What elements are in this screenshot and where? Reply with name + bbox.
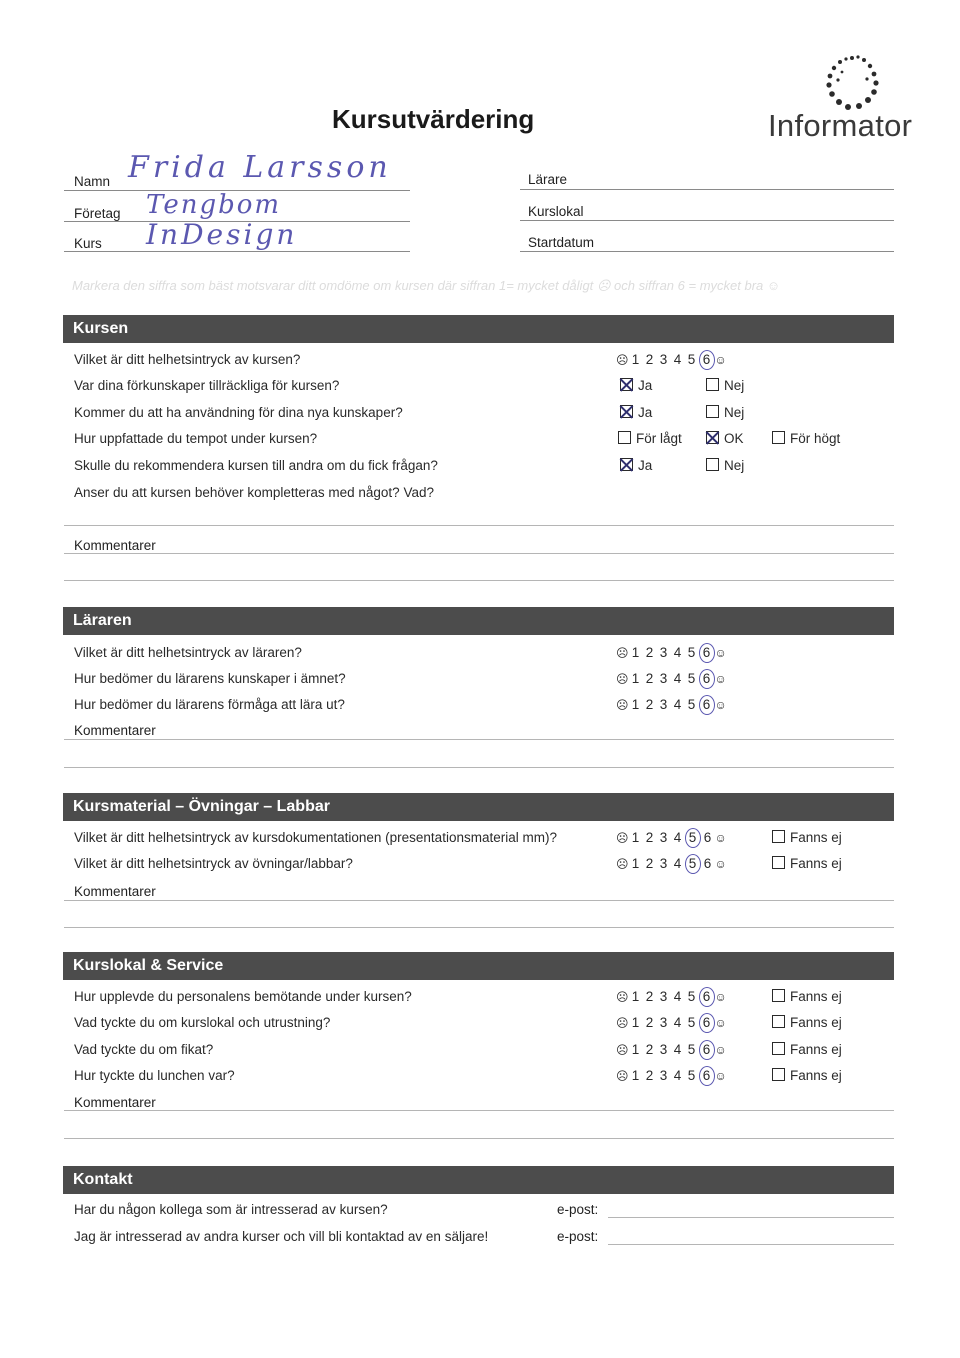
rating-1[interactable]: 1 xyxy=(631,830,640,845)
answer-line[interactable] xyxy=(64,525,894,526)
rating-scale[interactable] xyxy=(616,1015,727,1030)
comments-label: Kommentarer xyxy=(74,884,156,899)
startdatum-line[interactable] xyxy=(520,251,894,252)
rating-scale[interactable] xyxy=(616,671,727,686)
option-ja-checked[interactable] xyxy=(620,405,652,420)
larare-label: Lärare xyxy=(528,172,568,187)
rating-6-selected[interactable]: 6 xyxy=(699,350,715,370)
rating-4[interactable]: 4 xyxy=(673,1068,682,1083)
checkbox-icon[interactable] xyxy=(772,1042,785,1055)
happy-face-icon: ☺ xyxy=(714,857,727,871)
rating-2[interactable]: 2 xyxy=(645,989,654,1004)
sad-face-icon: ☹ xyxy=(616,353,629,367)
rating-4[interactable]: 4 xyxy=(673,645,682,660)
foretag-label: Företag xyxy=(74,206,121,221)
rating-scale[interactable] xyxy=(616,856,727,871)
rating-2[interactable]: 2 xyxy=(645,352,654,367)
rating-6-selected[interactable]: 6 xyxy=(699,695,715,715)
rating-scale[interactable] xyxy=(616,645,727,660)
rating-1[interactable]: 1 xyxy=(631,697,640,712)
question: Hur uppfattade du tempot under kursen? xyxy=(74,431,318,446)
rating-5[interactable]: 5 xyxy=(687,1015,696,1030)
kurs-label: Kurs xyxy=(74,236,102,251)
rating-6[interactable]: 6 xyxy=(703,856,712,871)
option-label: Fanns ej xyxy=(790,1042,842,1057)
sad-face-icon: ☹ xyxy=(616,698,629,712)
option-ok-checked[interactable] xyxy=(706,431,744,446)
option-label: Ja xyxy=(638,405,653,420)
kurs-value[interactable]: InDesign xyxy=(146,218,298,251)
checkbox-checked-icon[interactable] xyxy=(620,378,633,391)
checkbox-icon[interactable] xyxy=(772,431,785,444)
question: Hur bedömer du lärarens förmåga att lära ut? xyxy=(74,697,345,712)
rating-1[interactable]: 1 xyxy=(631,989,640,1004)
comments-line[interactable] xyxy=(64,1110,894,1111)
comments-line[interactable] xyxy=(64,927,894,928)
comments-line[interactable] xyxy=(64,580,894,581)
question: Hur tyckte du lunchen var? xyxy=(74,1068,235,1083)
option-fanns-ej[interactable] xyxy=(772,1042,842,1057)
rating-5[interactable]: 5 xyxy=(687,645,696,660)
option-label: OK xyxy=(724,431,744,446)
option-fanns-ej[interactable] xyxy=(772,989,842,1004)
question: Vilket är ditt helhetsintryck av kursen? xyxy=(74,352,301,367)
rating-5[interactable]: 5 xyxy=(687,697,696,712)
namn-label: Namn xyxy=(74,174,111,189)
option-nej[interactable] xyxy=(706,458,744,473)
option-label: För lågt xyxy=(636,431,682,446)
rating-1[interactable]: 1 xyxy=(631,352,640,367)
checkbox-icon[interactable] xyxy=(772,856,785,869)
rating-1[interactable]: 1 xyxy=(631,1015,640,1030)
option-label: För högt xyxy=(790,431,841,446)
kurslokal-line[interactable] xyxy=(520,220,894,221)
rating-2[interactable]: 2 xyxy=(645,1042,654,1057)
sad-face-icon: ☹ xyxy=(616,990,629,1004)
informator-logo-icon xyxy=(812,52,892,114)
email-label: e-post: xyxy=(557,1202,599,1217)
rating-6-selected[interactable]: 6 xyxy=(699,1040,715,1060)
rating-3[interactable]: 3 xyxy=(659,1015,668,1030)
question: Jag är intresserad av andra kurser och vill bli kontaktad av en säljare! xyxy=(74,1229,489,1244)
section-bar-kontakt xyxy=(63,1166,894,1194)
rating-4[interactable]: 4 xyxy=(673,697,682,712)
comments-label: Kommentarer xyxy=(74,1095,156,1110)
option-label: Fanns ej xyxy=(790,989,842,1004)
instruction-text: Markera den siffra som bäst motsvarar ditt omdöme om kursen där siffran 1= mycket dåligt ☹ och siffran 6 = mycket bra ☺ xyxy=(72,278,781,293)
option-label: Fanns ej xyxy=(790,1068,842,1083)
option-for-lagt[interactable] xyxy=(618,431,682,446)
option-fanns-ej[interactable] xyxy=(772,830,842,845)
option-fanns-ej[interactable] xyxy=(772,1015,842,1030)
option-fanns-ej[interactable] xyxy=(772,856,842,871)
question: Vilket är ditt helhetsintryck av övningar/labbar? xyxy=(74,856,353,871)
question: Vilket är ditt helhetsintryck av läraren? xyxy=(74,645,302,660)
section-bar-lararen xyxy=(63,607,894,635)
rating-1[interactable]: 1 xyxy=(631,856,640,871)
option-ja-checked[interactable] xyxy=(620,458,652,473)
rating-2[interactable]: 2 xyxy=(645,697,654,712)
email-label: e-post: xyxy=(557,1229,599,1244)
rating-3[interactable]: 3 xyxy=(659,352,668,367)
rating-4[interactable]: 4 xyxy=(673,830,682,845)
comments-line[interactable] xyxy=(64,900,894,901)
rating-2[interactable]: 2 xyxy=(645,1068,654,1083)
larare-line[interactable] xyxy=(520,189,894,190)
sad-face-icon: ☹ xyxy=(616,1043,629,1057)
happy-face-icon: ☺ xyxy=(714,698,727,712)
rating-1[interactable]: 1 xyxy=(631,671,640,686)
happy-face-icon: ☺ xyxy=(714,353,727,367)
rating-5-selected[interactable]: 5 xyxy=(685,854,701,874)
rating-2[interactable]: 2 xyxy=(645,1015,654,1030)
option-label: Fanns ej xyxy=(790,856,842,871)
option-label: Nej xyxy=(724,378,745,393)
rating-6[interactable]: 6 xyxy=(703,830,712,845)
rating-4[interactable]: 4 xyxy=(673,352,682,367)
foretag-value[interactable]: Tengbom xyxy=(146,190,282,220)
comments-line[interactable] xyxy=(64,739,894,740)
question: Vad tyckte du om fikat? xyxy=(74,1042,214,1057)
question: Vad tyckte du om kurslokal och utrustning? xyxy=(74,1015,331,1030)
section-heading-kursen: Kursen xyxy=(73,320,129,337)
sad-face-icon: ☹ xyxy=(616,672,629,686)
option-ja-checked[interactable] xyxy=(620,378,652,393)
comments-line[interactable] xyxy=(64,1138,894,1139)
question: Hur upplevde du personalens bemötande under kursen? xyxy=(74,989,412,1004)
rating-4[interactable]: 4 xyxy=(673,989,682,1004)
rating-1[interactable]: 1 xyxy=(631,645,640,660)
rating-2[interactable]: 2 xyxy=(645,645,654,660)
happy-face-icon: ☺ xyxy=(714,672,727,686)
rating-3[interactable]: 3 xyxy=(659,671,668,686)
email-line[interactable] xyxy=(608,1217,894,1218)
checkbox-icon[interactable] xyxy=(706,405,719,418)
kurslokal-label: Kurslokal xyxy=(528,204,584,219)
rating-4[interactable]: 4 xyxy=(673,1015,682,1030)
rating-3[interactable]: 3 xyxy=(659,830,668,845)
checkbox-checked-icon[interactable] xyxy=(706,431,719,444)
option-label: Fanns ej xyxy=(790,830,842,845)
rating-1[interactable]: 1 xyxy=(631,1042,640,1057)
checkbox-icon[interactable] xyxy=(772,1068,785,1081)
rating-scale[interactable] xyxy=(616,352,727,367)
sad-face-icon: ☹ xyxy=(616,857,629,871)
question: Har du någon kollega som är intresserad av kursen? xyxy=(74,1202,388,1217)
rating-4[interactable]: 4 xyxy=(673,856,682,871)
option-label: Ja xyxy=(638,458,653,473)
checkbox-icon[interactable] xyxy=(706,458,719,471)
question: Vilket är ditt helhetsintryck av kursdokumentationen (presentationsmaterial mm)? xyxy=(74,830,557,845)
rating-scale[interactable] xyxy=(616,697,727,712)
section-heading-kurslokal: Kurslokal & Service xyxy=(73,957,224,974)
brand-name: Informator xyxy=(768,108,913,143)
happy-face-icon: ☺ xyxy=(714,1069,727,1083)
checkbox-icon[interactable] xyxy=(618,431,631,444)
question: Hur bedömer du lärarens kunskaper i ämnet? xyxy=(74,671,346,686)
question: Anser du att kursen behöver kompletteras med något? Vad? xyxy=(74,485,434,500)
rating-2[interactable]: 2 xyxy=(645,856,654,871)
rating-5-selected[interactable]: 5 xyxy=(685,828,701,848)
comments-line[interactable] xyxy=(64,767,894,768)
rating-5[interactable]: 5 xyxy=(687,1068,696,1083)
question: Var dina förkunskaper tillräckliga för kursen? xyxy=(74,378,340,393)
checkbox-icon[interactable] xyxy=(772,830,785,843)
option-fanns-ej[interactable] xyxy=(772,1068,842,1083)
checkbox-checked-icon[interactable] xyxy=(620,458,633,471)
rating-3[interactable]: 3 xyxy=(659,1068,668,1083)
startdatum-label: Startdatum xyxy=(528,235,595,250)
rating-6-selected[interactable]: 6 xyxy=(699,1013,715,1033)
page-title: Kursutvärdering xyxy=(332,104,535,134)
email-line[interactable] xyxy=(608,1244,894,1245)
section-bar-kursmaterial xyxy=(63,793,894,821)
option-nej[interactable] xyxy=(706,378,744,393)
rating-3[interactable]: 3 xyxy=(659,645,668,660)
happy-face-icon: ☺ xyxy=(714,990,727,1004)
rating-5[interactable]: 5 xyxy=(687,1042,696,1057)
sad-face-icon: ☹ xyxy=(616,1069,629,1083)
rating-5[interactable]: 5 xyxy=(687,352,696,367)
namn-value[interactable]: Frida Larsson xyxy=(128,150,392,185)
happy-face-icon: ☺ xyxy=(714,646,727,660)
option-nej[interactable] xyxy=(706,405,744,420)
option-for-hogt[interactable] xyxy=(772,431,840,446)
rating-4[interactable]: 4 xyxy=(673,671,682,686)
happy-face-icon: ☺ xyxy=(714,1043,727,1057)
rating-6-selected[interactable]: 6 xyxy=(699,669,715,689)
question: Skulle du rekommendera kursen till andra om du fick frågan? xyxy=(74,458,438,473)
option-label: Fanns ej xyxy=(790,1015,842,1030)
option-label: Nej xyxy=(724,458,745,473)
rating-2[interactable]: 2 xyxy=(645,671,654,686)
rating-6-selected[interactable]: 6 xyxy=(699,987,715,1007)
comments-label: Kommentarer xyxy=(74,723,156,738)
question: Kommer du att ha användning för dina nya kunskaper? xyxy=(74,405,403,420)
checkbox-icon[interactable] xyxy=(772,1015,785,1028)
rating-6-selected[interactable]: 6 xyxy=(699,643,715,663)
kurs-line xyxy=(64,251,410,252)
rating-scale[interactable] xyxy=(616,830,727,845)
rating-1[interactable]: 1 xyxy=(631,1068,640,1083)
happy-face-icon: ☺ xyxy=(714,831,727,845)
section-bar-kursen xyxy=(63,315,894,343)
section-heading-lararen: Läraren xyxy=(73,612,132,629)
rating-3[interactable]: 3 xyxy=(659,989,668,1004)
option-label: Nej xyxy=(724,405,745,420)
rating-5[interactable]: 5 xyxy=(687,671,696,686)
comments-line[interactable] xyxy=(64,553,894,554)
happy-face-icon: ☺ xyxy=(714,1016,727,1030)
rating-scale[interactable] xyxy=(616,1042,727,1057)
section-bar-kurslokal xyxy=(63,952,894,980)
checkbox-checked-icon[interactable] xyxy=(620,405,633,418)
rating-scale[interactable] xyxy=(616,989,727,1004)
sad-face-icon: ☹ xyxy=(616,831,629,845)
rating-3[interactable]: 3 xyxy=(659,697,668,712)
section-heading-kontakt: Kontakt xyxy=(73,1171,133,1188)
rating-3[interactable]: 3 xyxy=(659,856,668,871)
rating-6-selected[interactable]: 6 xyxy=(699,1066,715,1086)
rating-3[interactable]: 3 xyxy=(659,1042,668,1057)
rating-2[interactable]: 2 xyxy=(645,830,654,845)
sad-face-icon: ☹ xyxy=(616,1016,629,1030)
checkbox-icon[interactable] xyxy=(772,989,785,1002)
option-label: Ja xyxy=(638,378,653,393)
rating-5[interactable]: 5 xyxy=(687,989,696,1004)
rating-scale[interactable] xyxy=(616,1068,727,1083)
section-heading-kursmaterial: Kursmaterial – Övningar – Labbar xyxy=(73,798,330,815)
checkbox-icon[interactable] xyxy=(706,378,719,391)
sad-face-icon: ☹ xyxy=(616,646,629,660)
comments-label: Kommentarer xyxy=(74,538,156,553)
rating-4[interactable]: 4 xyxy=(673,1042,682,1057)
